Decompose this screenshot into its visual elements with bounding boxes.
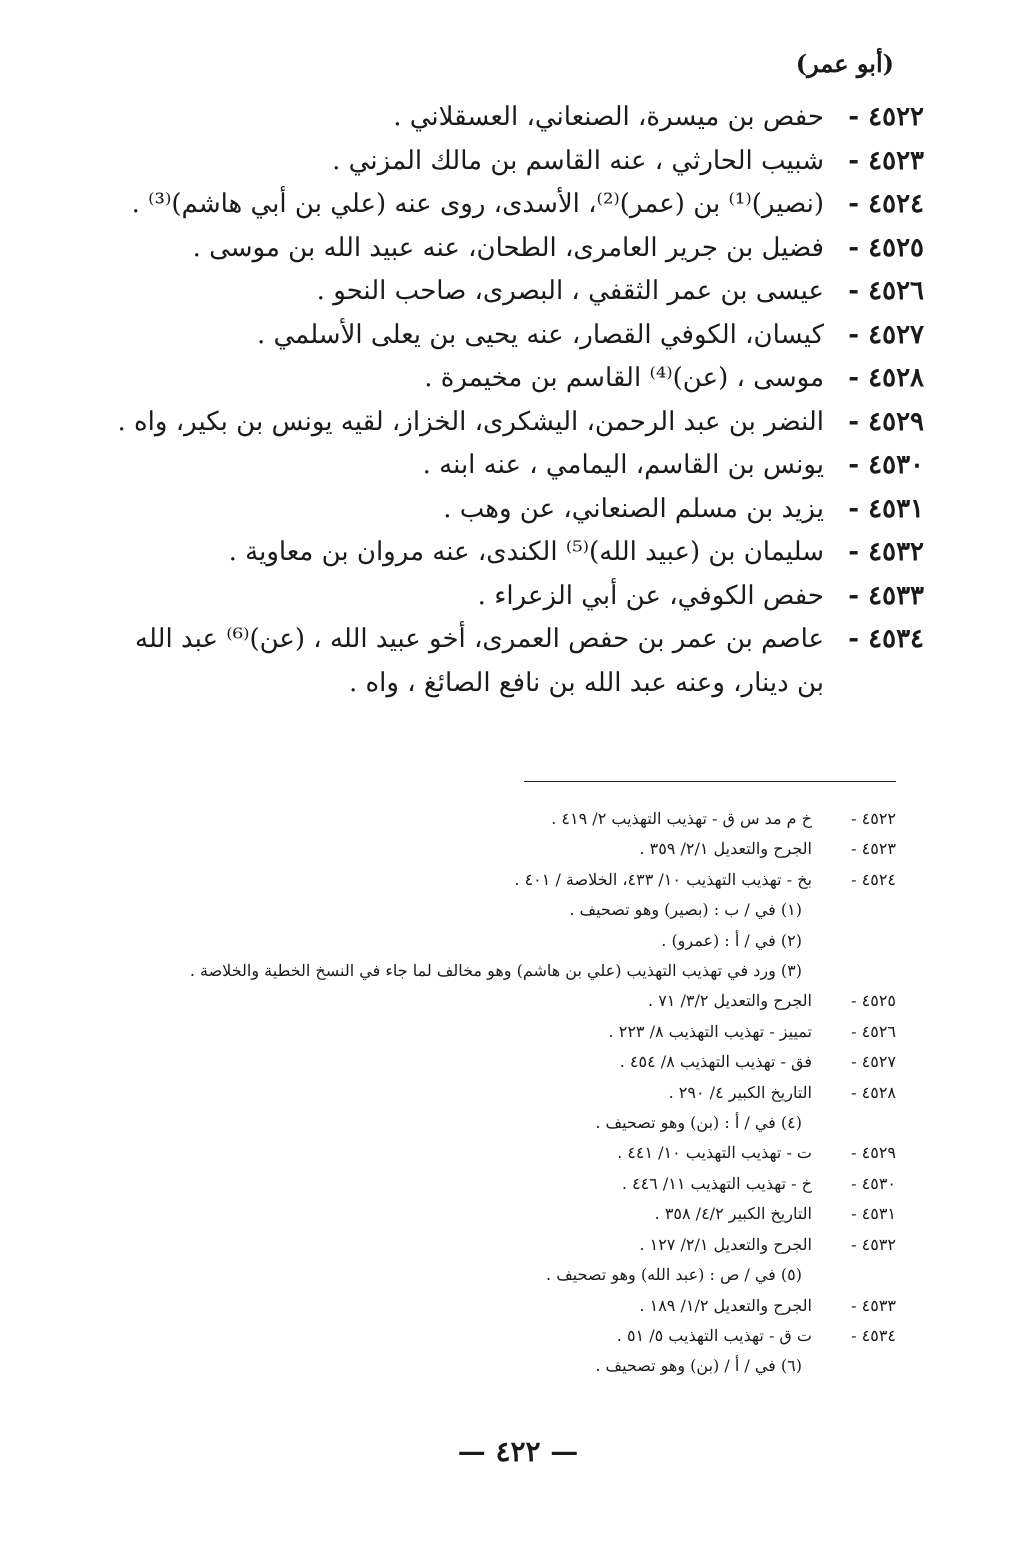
footnote-number: ٤٥٣١ -: [851, 1204, 896, 1224]
entry-text: سليمان بن (عبيد الله)⁽⁵⁾ الكندى، عنه مروان بن معاوية .: [228, 537, 824, 567]
entry: [104, 618, 924, 705]
footnote: [96, 1199, 896, 1229]
entry-text: (نصير)⁽¹⁾ بن (عمر)⁽²⁾، الأسدى، روى عنه (علي بن أبي هاشم)⁽³⁾ .: [131, 189, 824, 219]
footnote-text: فق - تهذيب التهذيب ٨/ ٤٥٤ .: [619, 1052, 812, 1072]
footnote-text: (١) في / ب : (بصير) وهو تصحيف .: [569, 900, 802, 920]
entry-text: حفص بن ميسرة، الصنعاني، العسقلاني .: [393, 102, 824, 132]
entry: [104, 270, 924, 314]
footnote-number: ٤٥٢٣ -: [851, 839, 896, 859]
entry: [104, 96, 924, 140]
entry: [104, 227, 924, 271]
entry: [104, 575, 924, 619]
footnote: [96, 804, 896, 834]
entries-list: [104, 96, 924, 705]
footnote: [96, 1260, 896, 1290]
entry-text: شبيب الحارثي ، عنه القاسم بن مالك المزني .: [332, 145, 824, 176]
footnote-text: الجرح والتعديل ١/٢/ ١٨٩ .: [639, 1295, 812, 1315]
footnote: [96, 986, 896, 1016]
entry-number: ٤٥٢٦ -: [848, 276, 924, 306]
entry-text: عيسى بن عمر الثقفي ، البصرى، صاحب النحو .: [316, 276, 824, 306]
footnote-number: ٤٥٢٦ -: [851, 1021, 896, 1041]
footnote: [96, 956, 896, 986]
footnote-number: [812, 956, 896, 986]
entry-text: يزيد بن مسلم الصنعاني، عن وهب .: [443, 493, 824, 524]
footnote: [96, 1078, 896, 1108]
footnote-number: ٤٥٣٠ -: [851, 1173, 896, 1193]
footnote-text: (٤) في / أ : (بن) وهو تصحيف .: [595, 1113, 802, 1133]
entry-number: ٤٥٢٣ -: [848, 145, 924, 176]
footnote-number: [812, 1351, 896, 1381]
footnote-number: ٤٥٣٣ -: [851, 1295, 896, 1315]
footnote-number: ٤٥٢٧ -: [851, 1052, 896, 1072]
entry: [104, 401, 924, 445]
footnote: [96, 926, 896, 956]
entry-text: كيسان، الكوفي القصار، عنه يحيى بن يعلى الأسلمي .: [256, 319, 824, 350]
entry-number: ٤٥٣١ -: [848, 493, 924, 524]
footnote: [96, 834, 896, 864]
footnote: [96, 1138, 896, 1168]
entry-number: ٤٥٣٢ -: [848, 537, 924, 567]
entry: [104, 444, 924, 488]
footnote: [96, 1291, 896, 1321]
entry-text: النضر بن عبد الرحمن، اليشكرى، الخزاز، لقيه يونس بن بكير، واه .: [117, 406, 824, 437]
entry: [104, 314, 924, 358]
footnote-text: ت ق - تهذيب التهذيب ٥/ ٥١ .: [616, 1325, 812, 1345]
entry: [104, 183, 924, 227]
footnote: [96, 865, 896, 895]
footnote-text: التاريخ الكبير ٤/٢/ ٣٥٨ .: [654, 1204, 812, 1224]
entry-number: ٤٥٢٧ -: [848, 319, 924, 350]
footnote-divider: [524, 781, 896, 782]
footnote-text: الجرح والتعديل ٣/٢/ ٧١ .: [648, 991, 812, 1011]
footnote-text: الجرح والتعديل ٢/١/ ٣٥٩ .: [639, 839, 812, 859]
footnote-text: الجرح والتعديل ٢/١/ ١٢٧ .: [639, 1234, 812, 1254]
footnote: [96, 1108, 896, 1138]
footnote: [96, 895, 896, 925]
footnote: [96, 1017, 896, 1047]
footnote-text: ت - تهذيب التهذيب ١٠/ ٤٤١ .: [617, 1143, 812, 1163]
footnote-text: تمييز - تهذيب التهذيب ٨/ ٢٢٣ .: [608, 1021, 812, 1041]
footnote-text: (٣) ورد في تهذيب التهذيب (علي بن هاشم) وهو مخالف لما جاء في النسخ الخطية والخلاصة .: [189, 961, 802, 981]
footnote-number: [812, 1108, 896, 1138]
footnote-text: بخ - تهذيب التهذيب ١٠/ ٤٣٣، الخلاصة / ٤٠١ .: [514, 869, 812, 889]
entry: [104, 357, 924, 401]
footnote-number: [812, 895, 896, 925]
entry-number: ٤٥٣٠ -: [848, 450, 924, 480]
footnote: [96, 1321, 896, 1351]
entry: [104, 531, 924, 575]
footnote: [96, 1230, 896, 1260]
footnote: [96, 1047, 896, 1077]
entry-number: ٤٥٢٩ -: [848, 406, 924, 437]
footnote-number: [812, 926, 896, 956]
footnote-text: (٦) في / أ / (بن) وهو تصحيف .: [595, 1356, 802, 1376]
footnote: [96, 1351, 896, 1381]
entry-number: ٤٥٣٣ -: [848, 580, 924, 611]
entry-text: حفص الكوفي، عن أبي الزعراء .: [477, 580, 824, 611]
footnote-number: ٤٥٢٥ -: [851, 991, 896, 1011]
page-number: — ٤٢٢ —: [457, 1435, 579, 1468]
footnote-number: ٤٥٣٢ -: [851, 1234, 896, 1254]
entry-number: ٤٥٢٨ -: [848, 363, 924, 393]
running-head: (أبو عمر): [795, 49, 894, 78]
entry-number: ٤٥٢٢ -: [848, 102, 924, 132]
entry: [104, 488, 924, 532]
footnote-text: (٢) في / أ : (عمرو) .: [661, 930, 802, 950]
footnote-number: ٤٥٣٤ -: [851, 1325, 896, 1345]
footnote-number: ٤٥٢٢ -: [851, 809, 896, 828]
entry-text: عاصم بن عمر بن حفص العمرى، أخو عبيد الله ، (عن)⁽⁶⁾ عبد الله بن دينار، وعنه عبد الله بن نافع الصائغ ، واه .: [135, 624, 824, 698]
footnote-text: خ م مد س ق - تهذيب التهذيب ٢/ ٤١٩ .: [551, 809, 812, 828]
footnote-text: (٥) في / ص : (عبد الله) وهو تصحيف .: [546, 1265, 802, 1285]
entry-number: ٤٥٢٥ -: [848, 232, 924, 263]
footnotes-list: [96, 804, 896, 1382]
footnote-text: التاريخ الكبير ٤/ ٢٩٠ .: [668, 1082, 812, 1102]
entry-text: موسى ، (عن)⁽⁴⁾ القاسم بن مخيمرة .: [424, 363, 824, 393]
entry-number: ٤٥٣٤ -: [848, 624, 924, 654]
footnote: [96, 1169, 896, 1199]
footnote-number: [812, 1260, 896, 1290]
entry-text: فضيل بن جرير العامرى، الطحان، عنه عبيد الله بن موسى .: [192, 232, 824, 263]
entry-number: ٤٥٢٤ -: [848, 189, 924, 219]
entry: [104, 140, 924, 184]
footnote-number: ٤٥٢٨ -: [851, 1082, 896, 1102]
footnote-number: ٤٥٢٩ -: [851, 1143, 896, 1163]
footnote-number: ٤٥٢٤ -: [851, 869, 896, 889]
entry-text: يونس بن القاسم، اليمامي ، عنه ابنه .: [422, 450, 824, 480]
footnote-text: خ - تهذيب التهذيب ١١/ ٤٤٦ .: [621, 1173, 812, 1193]
